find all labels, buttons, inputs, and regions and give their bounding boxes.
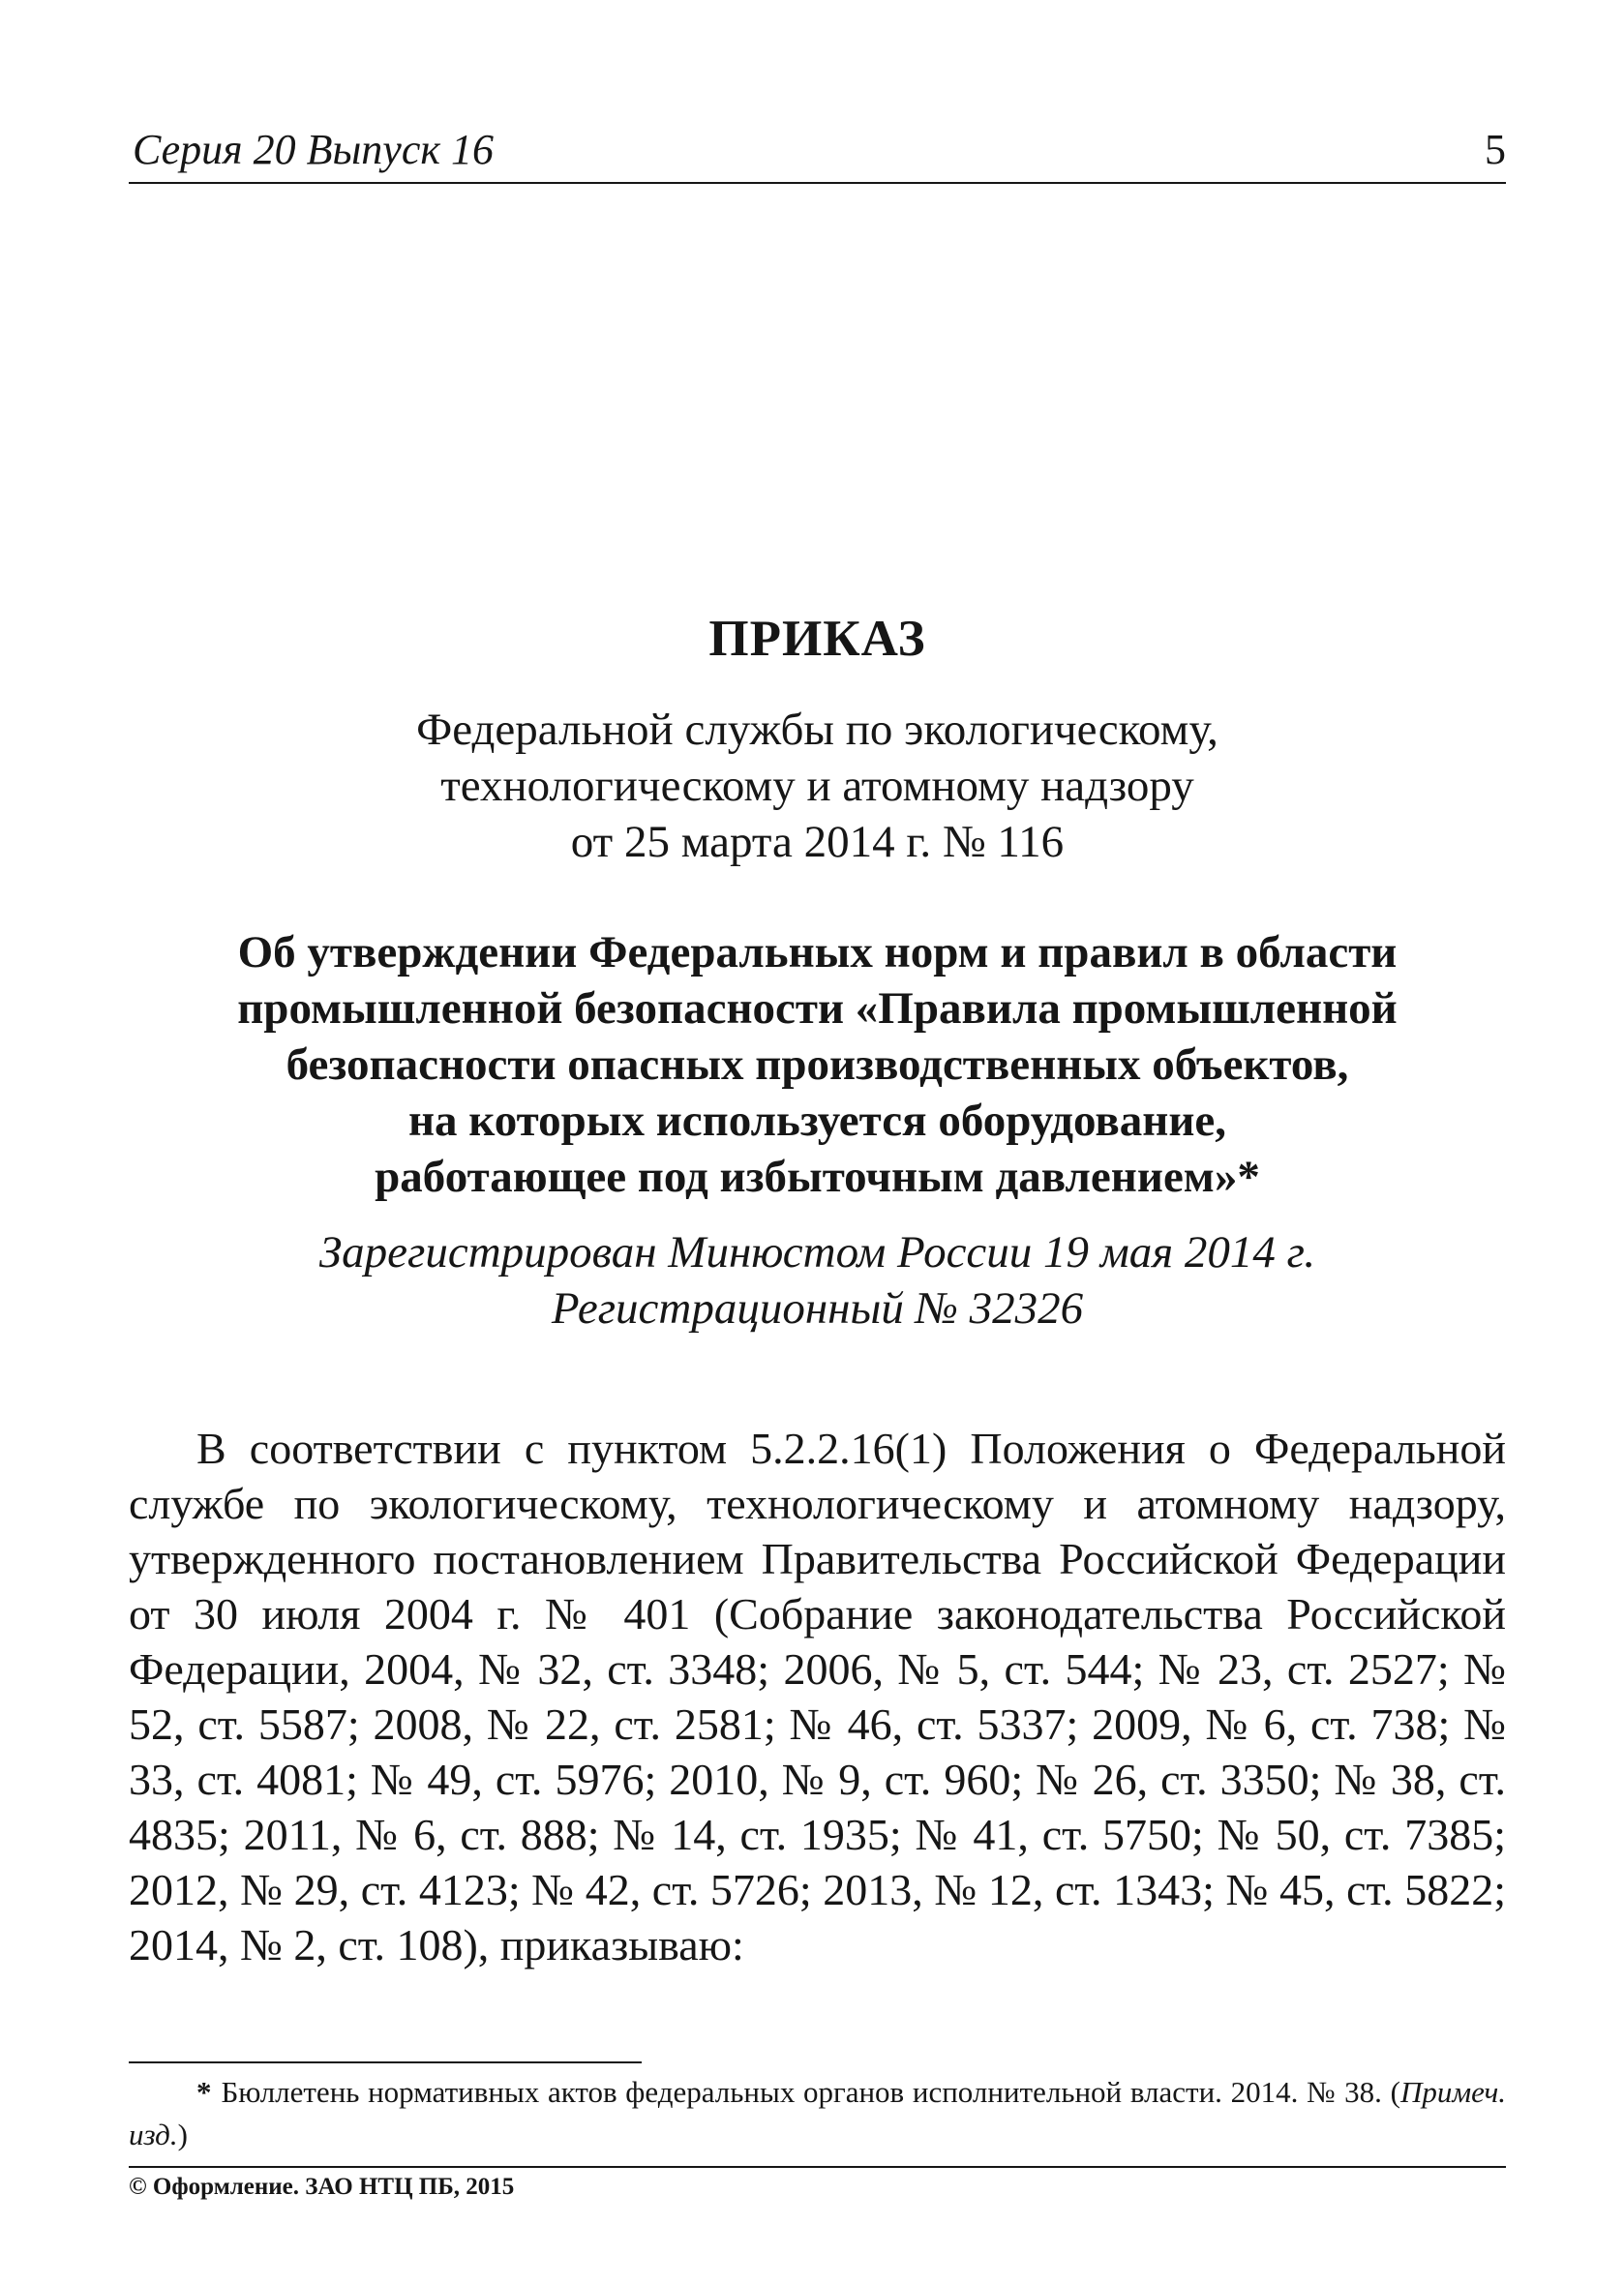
- running-header: [129, 124, 1506, 184]
- issuer-block: [129, 702, 1506, 870]
- copyright-line: © Оформление. ЗАО НТЦ ПБ, 2015: [129, 2174, 515, 2200]
- footnote-marker: *: [196, 2075, 212, 2109]
- bottom-divider: [129, 2166, 1506, 2168]
- order-subject: [129, 924, 1506, 1205]
- document-title: ПРИКАЗ: [708, 611, 926, 667]
- body-paragraph: В соответствии с пунктом 5.2.2.16(1) Положения о Федеральной службе по экологическому, технологическому и атомному надзору, утвержденного постановлением Правительства Российской Федерации от 30 июля 2004 г. № 401 (Собрание законодательства Российской Федерации, 2004, № 32, ст. 3348; 2006, № 5, ст. 544; № 23, ст. 2527; № 52, ст. 5587; 2008, № 22, ст. 2581; № 46, ст. 5337; 2009, № 6, ст. 738; № 33, ст. 4081; № 49, ст. 5976; 2010, № 9, ст. 960; № 26, ст. 3350; № 38, ст. 4835; 2011, № 6, ст. 888; № 14, ст. 1935; № 41, ст. 5750; № 50, ст. 7385; 2012, № 29, ст. 4123; № 42, ст. 5726; 2013, № 12, ст. 1343; № 45, ст. 5822; 2014, № 2, ст. 108), приказываю:: [129, 1424, 1506, 1969]
- footnote-close: ): [177, 2118, 188, 2151]
- subject-line: работающее под избыточным давлением»*: [375, 1152, 1260, 1202]
- issuer-line: Федеральной службы по экологическому,: [416, 705, 1218, 755]
- registration-number: Регистрационный № 32326: [551, 1283, 1084, 1334]
- issuer-line: технологическому и атомному надзору: [440, 761, 1194, 811]
- subject-line: промышленной безопасности «Правила промышленной: [237, 983, 1398, 1034]
- registration-line: Зарегистрирован Минюстом России 19 мая 2014 г.: [318, 1227, 1316, 1278]
- registration-info: [129, 1224, 1506, 1337]
- footnote-divider: [129, 2061, 642, 2063]
- footnote: [129, 2071, 1506, 2156]
- footnote-text: Бюллетень нормативных актов федеральных органов исполнительной власти. 2014. № 38. (: [221, 2075, 1400, 2109]
- publisher-note: Примеч. изд.: [129, 2075, 1506, 2151]
- page-number: 5: [1485, 126, 1506, 173]
- subject-line: на которых используется оборудование,: [407, 1096, 1227, 1146]
- order-date-number: от 25 марта 2014 г. № 116: [570, 817, 1065, 867]
- subject-line: безопасности опасных производственных объектов,: [286, 1039, 1349, 1090]
- series-label: Серия 20 Выпуск 16: [133, 126, 494, 173]
- subject-line: Об утверждении Федеральных норм и правил в области: [237, 927, 1398, 977]
